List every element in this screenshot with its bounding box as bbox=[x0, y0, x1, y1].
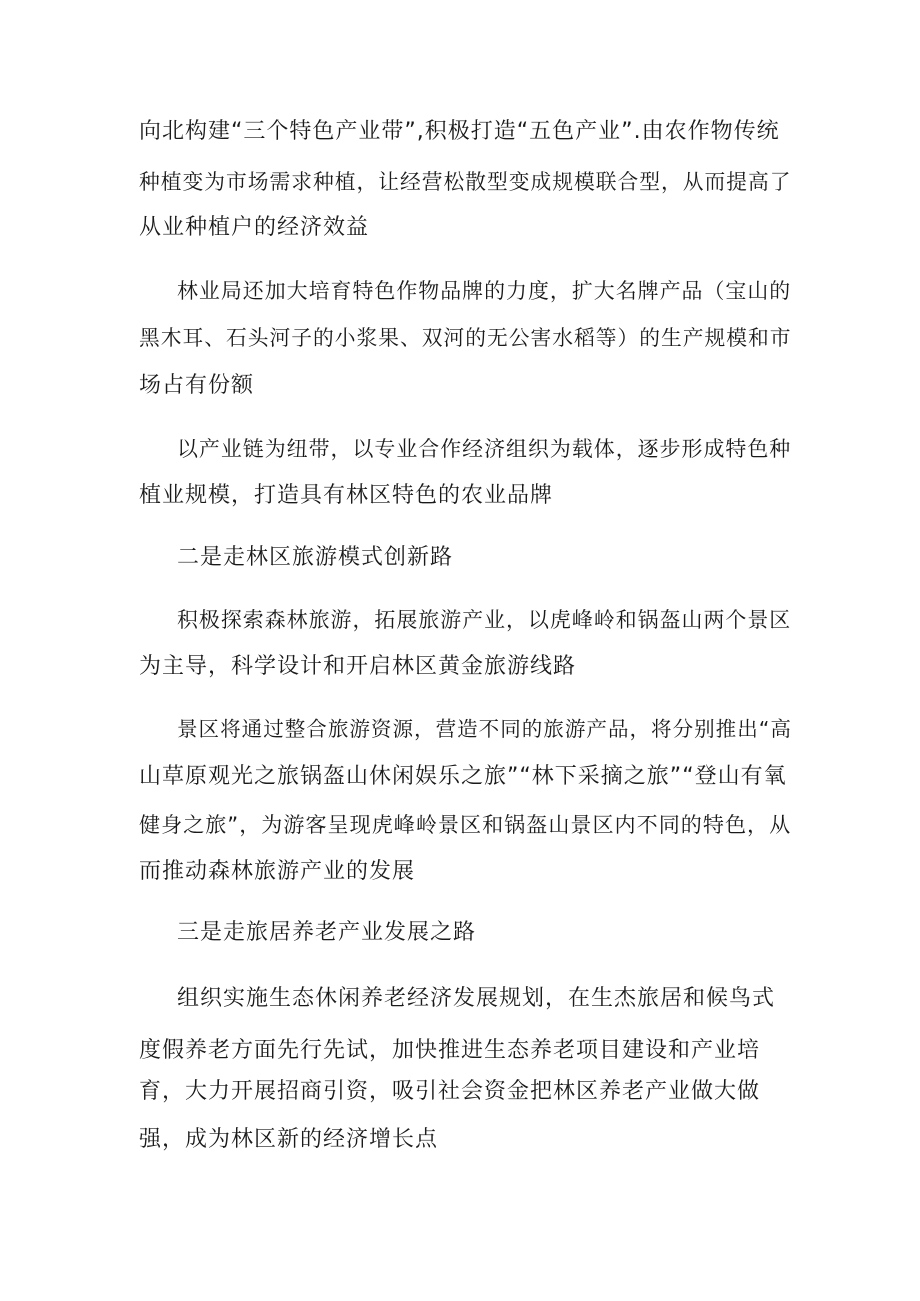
paragraph-2-line-1: 林业局还加大培育特色作物品牌的力度，扩大名牌产品（宝山的 bbox=[177, 279, 792, 303]
section-heading-3: 三是走旅居养老产业发展之路 bbox=[177, 920, 477, 945]
paragraph-8-line-4: 强，成为林区新的经济增长点 bbox=[139, 1127, 439, 1152]
section-heading-2: 二是走林区旅游模式创新路 bbox=[177, 545, 454, 570]
paragraph-2-line-2: 黑木耳、石头河子的小浆果、双河的无公害水稻等）的生产规模和市 bbox=[139, 326, 792, 350]
paragraph-6-line-4: 而推动森林旅游产业的发展 bbox=[139, 859, 416, 884]
paragraph-6-line-1: 景区将通过整合旅游资源，营造不同的旅游产品，将分别推出“高 bbox=[177, 717, 792, 741]
paragraph-1-line-1: 向北构建“三个特色产业带”,积极打造“五色产业”.由农作物传统 bbox=[139, 119, 780, 144]
paragraph-8-line-3: 育，大力开展招商引资，吸引社会资金把林区养老产业做大做 bbox=[139, 1079, 761, 1104]
paragraph-6-line-2: 山草原观光之旅锅盔山休闲娱乐之旅”“林下采摘之旅”“登山有氧 bbox=[139, 764, 787, 789]
paragraph-8-line-2: 度假养老方面先行先试，加快推进生态养老项目建设和产业培 bbox=[139, 1038, 761, 1063]
paragraph-6-line-3: 健身之旅”，为游客呈现虎峰岭景区和锅盔山景区内不同的特色，从 bbox=[139, 812, 792, 837]
paragraph-5-line-1: 积极探索森林旅游，拓展旅游产业，以虎峰岭和锅盔山两个景区 bbox=[177, 608, 792, 632]
paragraph-3-line-2: 植业规模，打造具有林区特色的农业品牌 bbox=[139, 483, 554, 508]
paragraph-1-line-2: 种植变为市场需求种植，让经营松散型变成规模联合型，从而提高了 bbox=[139, 170, 792, 194]
paragraph-5-line-2: 为主导，科学设计和开启林区黄金旅游线路 bbox=[139, 654, 577, 679]
paragraph-2-line-3: 场占有份额 bbox=[139, 373, 255, 398]
paragraph-3-line-1: 以产业链为纽带，以专业合作经济组织为载体，逐步形成特色种 bbox=[177, 437, 792, 461]
paragraph-8-line-1: 组织实施生态休闲养老经济发展规划，在生杰旅居和候鸟式 bbox=[177, 986, 776, 1011]
paragraph-1-line-3: 从业种植户的经济效益 bbox=[139, 215, 370, 240]
